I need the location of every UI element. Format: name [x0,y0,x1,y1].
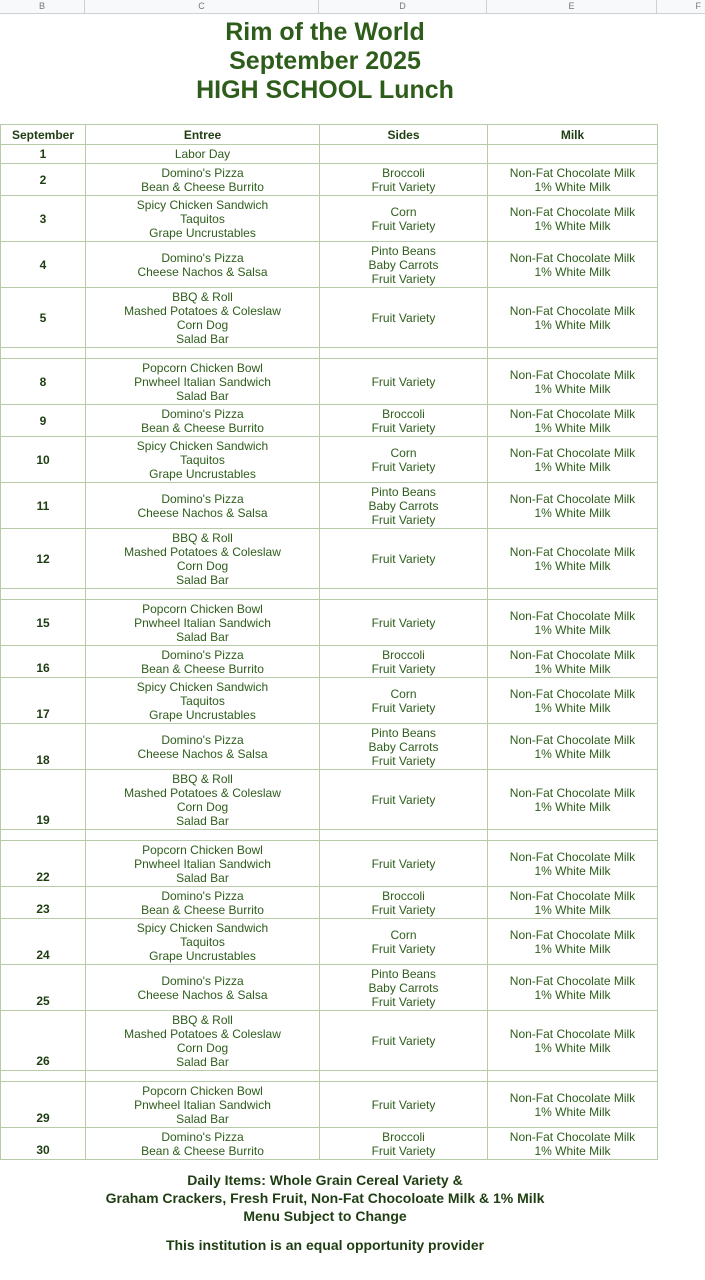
side-item: Pinto Beans [371,484,436,499]
day-cell: 4 [1,242,86,288]
entree-item: Corn Dog [176,1040,229,1055]
entree-item: Salad Bar [176,388,229,403]
entree-item: Mashed Potatoes & Coleslaw [124,303,281,318]
entree-cell [86,288,320,348]
sides-cell [320,1128,488,1160]
milk-cell [488,841,658,887]
sides-cell [320,196,488,242]
entree-item: Pnwheel Italian Sandwich [134,615,271,630]
entree-item: BBQ & Roll [172,1012,233,1027]
milk-cell [488,646,658,678]
entree-item: Domino's Pizza [161,647,244,662]
sides-cell [320,646,488,678]
side-item: Fruit Variety [371,753,436,768]
side-item: Fruit Variety [371,1033,436,1048]
sides-cell [320,919,488,965]
side-item: Corn [390,204,417,219]
sides-cell [320,288,488,348]
milk-item: Non-Fat Chocolate Milk [509,849,636,864]
milk-item: 1% White Milk [534,264,611,279]
side-item: Fruit Variety [371,420,436,435]
entree-item: Bean & Cheese Burrito [141,179,264,194]
empty-cell [488,348,658,359]
milk-cell [488,724,658,770]
entree-item: Mashed Potatoes & Coleslaw [124,544,281,559]
milk-cell [488,965,658,1011]
entree-cell [86,841,320,887]
milk-cell [488,288,658,348]
entree-item: Mashed Potatoes & Coleslaw [124,785,281,800]
entree-cell [86,437,320,483]
entree-item: Popcorn Chicken Bowl [142,360,263,375]
milk-item: Non-Fat Chocolate Milk [509,165,636,180]
entree-item: Corn Dog [176,317,229,332]
day-cell: 11 [1,483,86,529]
entree-item: Mashed Potatoes & Coleslaw [124,1026,281,1041]
entree-item: Spicy Chicken Sandwich [136,197,269,212]
table-row [1,145,658,164]
day-cell: 17 [1,678,86,724]
milk-item: 1% White Milk [534,317,611,332]
milk-cell [488,678,658,724]
entree-item: Pnwheel Italian Sandwich [134,1097,271,1112]
sides-cell [320,483,488,529]
side-item: Fruit Variety [371,661,436,676]
header-entree: Entree [86,125,320,145]
day-cell: 19 [1,770,86,830]
table-row [1,196,658,242]
entree-item: Corn Dog [176,558,229,573]
entree-item: Spicy Chicken Sandwich [136,920,269,935]
milk-cell [488,196,658,242]
column-header-f[interactable]: F [695,1,701,11]
milk-item: Non-Fat Chocolate Milk [509,544,636,559]
header-row [1,125,658,145]
milk-item: 1% White Milk [534,381,611,396]
day-cell: 23 [1,887,86,919]
side-item: Pinto Beans [371,243,436,258]
milk-item: 1% White Milk [534,622,611,637]
milk-item: Non-Fat Chocolate Milk [509,445,636,460]
entree-item: Grape Uncrustables [149,466,256,481]
week-separator-row [1,830,658,841]
entree-item: Grape Uncrustables [149,948,256,963]
entree-item: Domino's Pizza [161,406,244,421]
entree-item: Pnwheel Italian Sandwich [134,856,271,871]
sides-cell [320,770,488,830]
side-item: Baby Carrots [368,980,439,995]
week-separator-row [1,589,658,600]
milk-item: Non-Fat Chocolate Milk [509,647,636,662]
milk-item: 1% White Milk [534,558,611,573]
side-item: Broccoli [382,888,425,903]
milk-item: Non-Fat Chocolate Milk [509,686,636,701]
milk-item: 1% White Milk [534,1104,611,1119]
entree-cell [86,196,320,242]
day-cell: 2 [1,164,86,196]
entree-item: Cheese Nachos & Salsa [137,264,268,279]
side-item: Fruit Variety [371,459,436,474]
sides-cell [320,145,488,164]
milk-item: Non-Fat Chocolate Milk [509,1026,636,1041]
day-cell: 24 [1,919,86,965]
side-item: Baby Carrots [368,257,439,272]
milk-item: Non-Fat Chocolate Milk [509,367,636,382]
entree-item: BBQ & Roll [172,530,233,545]
sides-cell [320,1011,488,1071]
side-item: Fruit Variety [371,179,436,194]
table-row [1,483,658,529]
entree-item: Taquitos [180,211,225,226]
milk-item: 1% White Milk [534,218,611,233]
day-cell: 16 [1,646,86,678]
title-month: September 2025 [229,47,421,75]
header-milk: Milk [488,125,658,145]
week-separator-row [1,348,658,359]
entree-cell [86,1011,320,1071]
menu-body [1,145,658,1160]
empty-cell [488,1071,658,1082]
entree-item: Spicy Chicken Sandwich [136,438,269,453]
milk-item: 1% White Milk [534,459,611,474]
entree-item: Salad Bar [176,629,229,644]
day-cell: 29 [1,1082,86,1128]
milk-item: Non-Fat Chocolate Milk [509,732,636,747]
entree-item: Bean & Cheese Burrito [141,420,264,435]
entree-item: Salad Bar [176,331,229,346]
empty-cell [320,589,488,600]
footer-line-3: Menu Subject to Change [243,1208,407,1224]
footer-line-4: This institution is an equal opportunity provider [165,1237,485,1253]
sides-cell [320,887,488,919]
entree-item: Domino's Pizza [161,1129,244,1144]
side-item: Fruit Variety [371,615,436,630]
milk-cell [488,1082,658,1128]
milk-item: 1% White Milk [534,1040,611,1055]
milk-item: 1% White Milk [534,179,611,194]
entree-item: Labor Day [174,147,231,161]
table-row [1,965,658,1011]
entree-item: Cheese Nachos & Salsa [137,987,268,1002]
day-cell: 26 [1,1011,86,1071]
side-item: Baby Carrots [368,739,439,754]
day-cell: 25 [1,965,86,1011]
table-row [1,646,658,678]
empty-cell [86,348,320,359]
day-cell: 5 [1,288,86,348]
milk-cell [488,529,658,589]
sides-cell [320,600,488,646]
entree-cell [86,529,320,589]
milk-cell [488,887,658,919]
entree-item: Spicy Chicken Sandwich [136,679,269,694]
entree-cell [86,600,320,646]
column-header-e[interactable]: E [487,0,657,13]
milk-item: 1% White Milk [534,746,611,761]
milk-item: Non-Fat Chocolate Milk [509,785,636,800]
lunch-menu-table [0,124,658,1160]
entree-item: Bean & Cheese Burrito [141,661,264,676]
entree-item: Corn Dog [176,799,229,814]
empty-cell [86,589,320,600]
entree-cell [86,145,320,164]
milk-cell [488,919,658,965]
side-item: Fruit Variety [371,902,436,917]
milk-item: 1% White Milk [534,661,611,676]
sides-cell [320,359,488,405]
table-row [1,724,658,770]
table-row [1,242,658,288]
milk-item: Non-Fat Chocolate Milk [509,204,636,219]
entree-item: Taquitos [180,934,225,949]
entree-cell [86,724,320,770]
side-item: Fruit Variety [371,941,436,956]
milk-item: 1% White Milk [534,1143,611,1158]
table-row [1,288,658,348]
side-item: Pinto Beans [371,725,436,740]
milk-item: Non-Fat Chocolate Milk [509,1129,636,1144]
entree-item: Grape Uncrustables [149,225,256,240]
table-row [1,529,658,589]
milk-cell [488,164,658,196]
menu-title [0,18,650,105]
entree-item: Cheese Nachos & Salsa [137,505,268,520]
entree-cell [86,1128,320,1160]
milk-cell [488,145,658,164]
entree-cell [86,770,320,830]
entree-item: Salad Bar [176,1054,229,1069]
entree-item: Salad Bar [176,572,229,587]
milk-item: 1% White Milk [534,863,611,878]
entree-item: Salad Bar [176,1111,229,1126]
day-cell: 12 [1,529,86,589]
entree-item: Domino's Pizza [161,491,244,506]
sides-cell [320,965,488,1011]
side-item: Baby Carrots [368,498,439,513]
header-sides: Sides [320,125,488,145]
side-item: Broccoli [382,165,425,180]
side-item: Broccoli [382,647,425,662]
daily-items-note [0,1171,650,1225]
empty-cell [488,830,658,841]
table-row [1,841,658,887]
entree-item: Taquitos [180,693,225,708]
side-item: Fruit Variety [371,551,436,566]
day-cell: 30 [1,1128,86,1160]
entree-item: Domino's Pizza [161,973,244,988]
side-item: Pinto Beans [371,966,436,981]
milk-item: Non-Fat Chocolate Milk [509,406,636,421]
side-item: Fruit Variety [371,994,436,1009]
week-separator-row [1,1071,658,1082]
milk-item: 1% White Milk [534,505,611,520]
empty-cell [1,348,86,359]
side-item: Fruit Variety [371,700,436,715]
table-row [1,770,658,830]
entree-item: Pnwheel Italian Sandwich [134,374,271,389]
entree-item: Domino's Pizza [161,732,244,747]
day-cell: 18 [1,724,86,770]
day-cell: 8 [1,359,86,405]
empty-cell [1,830,86,841]
empty-cell [1,1071,86,1082]
spreadsheet-column-headers [0,0,705,14]
entree-item: Salad Bar [176,813,229,828]
side-item: Fruit Variety [371,1097,436,1112]
column-header-b[interactable]: B [0,0,85,13]
milk-cell [488,1128,658,1160]
milk-cell [488,405,658,437]
milk-cell [488,359,658,405]
table-row [1,405,658,437]
milk-item: 1% White Milk [534,420,611,435]
sides-cell [320,678,488,724]
empty-cell [488,589,658,600]
entree-cell [86,164,320,196]
milk-item: Non-Fat Chocolate Milk [509,1090,636,1105]
milk-cell [488,600,658,646]
header-september: September [1,125,86,145]
sides-cell [320,164,488,196]
entree-item: Domino's Pizza [161,250,244,265]
entree-cell [86,242,320,288]
table-row [1,164,658,196]
sides-cell [320,529,488,589]
milk-item: Non-Fat Chocolate Milk [509,303,636,318]
milk-cell [488,242,658,288]
table-row [1,919,658,965]
sides-cell [320,437,488,483]
day-cell: 15 [1,600,86,646]
table-row [1,1082,658,1128]
side-item: Corn [390,927,417,942]
milk-cell [488,437,658,483]
sides-cell [320,841,488,887]
milk-item: Non-Fat Chocolate Milk [509,888,636,903]
entree-cell [86,646,320,678]
table-row [1,678,658,724]
entree-item: Taquitos [180,452,225,467]
equal-opportunity-note [0,1236,650,1254]
milk-cell [488,1011,658,1071]
entree-cell [86,678,320,724]
side-item: Corn [390,445,417,460]
empty-cell [320,1071,488,1082]
side-item: Broccoli [382,1129,425,1144]
entree-item: Cheese Nachos & Salsa [137,746,268,761]
side-item: Corn [390,686,417,701]
milk-item: 1% White Milk [534,941,611,956]
empty-cell [86,830,320,841]
milk-item: Non-Fat Chocolate Milk [509,250,636,265]
day-cell: 1 [1,145,86,164]
entree-item: Bean & Cheese Burrito [141,1143,264,1158]
milk-cell [488,483,658,529]
entree-item: BBQ & Roll [172,289,233,304]
sides-cell [320,724,488,770]
side-item: Fruit Variety [371,512,436,527]
side-item: Broccoli [382,406,425,421]
empty-cell [86,1071,320,1082]
table-row [1,887,658,919]
day-cell: 22 [1,841,86,887]
milk-item: 1% White Milk [534,902,611,917]
entree-cell [86,965,320,1011]
milk-item: 1% White Milk [534,987,611,1002]
entree-item: BBQ & Roll [172,771,233,786]
entree-cell [86,405,320,437]
entree-item: Popcorn Chicken Bowl [142,842,263,857]
title-program: HIGH SCHOOL Lunch [196,76,454,104]
milk-item: Non-Fat Chocolate Milk [509,491,636,506]
entree-cell [86,919,320,965]
side-item: Fruit Variety [371,310,436,325]
entree-item: Grape Uncrustables [149,707,256,722]
empty-cell [1,589,86,600]
footer-line-2: Graham Crackers, Fresh Fruit, Non-Fat Chocoloate Milk & 1% Milk [105,1190,545,1206]
table-row [1,1011,658,1071]
milk-item: 1% White Milk [534,799,611,814]
milk-item: 1% White Milk [534,700,611,715]
empty-cell [320,830,488,841]
side-item: Fruit Variety [371,856,436,871]
day-cell: 10 [1,437,86,483]
table-row [1,600,658,646]
side-item: Fruit Variety [371,218,436,233]
empty-cell [320,348,488,359]
entree-cell [86,887,320,919]
sides-cell [320,405,488,437]
column-header-c[interactable]: C [85,0,319,13]
footer-line-1: Daily Items: Whole Grain Cereal Variety & [187,1172,463,1188]
milk-item: Non-Fat Chocolate Milk [509,927,636,942]
table-row [1,1128,658,1160]
entree-item: Popcorn Chicken Bowl [142,1083,263,1098]
column-header-d[interactable]: D [319,0,487,13]
sides-cell [320,242,488,288]
entree-item: Domino's Pizza [161,888,244,903]
entree-item: Bean & Cheese Burrito [141,902,264,917]
table-row [1,437,658,483]
entree-item: Salad Bar [176,870,229,885]
milk-cell [488,770,658,830]
side-item: Fruit Variety [371,271,436,286]
side-item: Fruit Variety [371,1143,436,1158]
milk-item: Non-Fat Chocolate Milk [509,973,636,988]
entree-cell [86,359,320,405]
milk-item: Non-Fat Chocolate Milk [509,608,636,623]
entree-cell [86,1082,320,1128]
day-cell: 3 [1,196,86,242]
side-item: Fruit Variety [371,792,436,807]
entree-cell [86,483,320,529]
sides-cell [320,1082,488,1128]
day-cell: 9 [1,405,86,437]
side-item: Fruit Variety [371,374,436,389]
entree-item: Domino's Pizza [161,165,244,180]
entree-item: Popcorn Chicken Bowl [142,601,263,616]
table-row [1,359,658,405]
title-school: Rim of the World [225,18,425,46]
